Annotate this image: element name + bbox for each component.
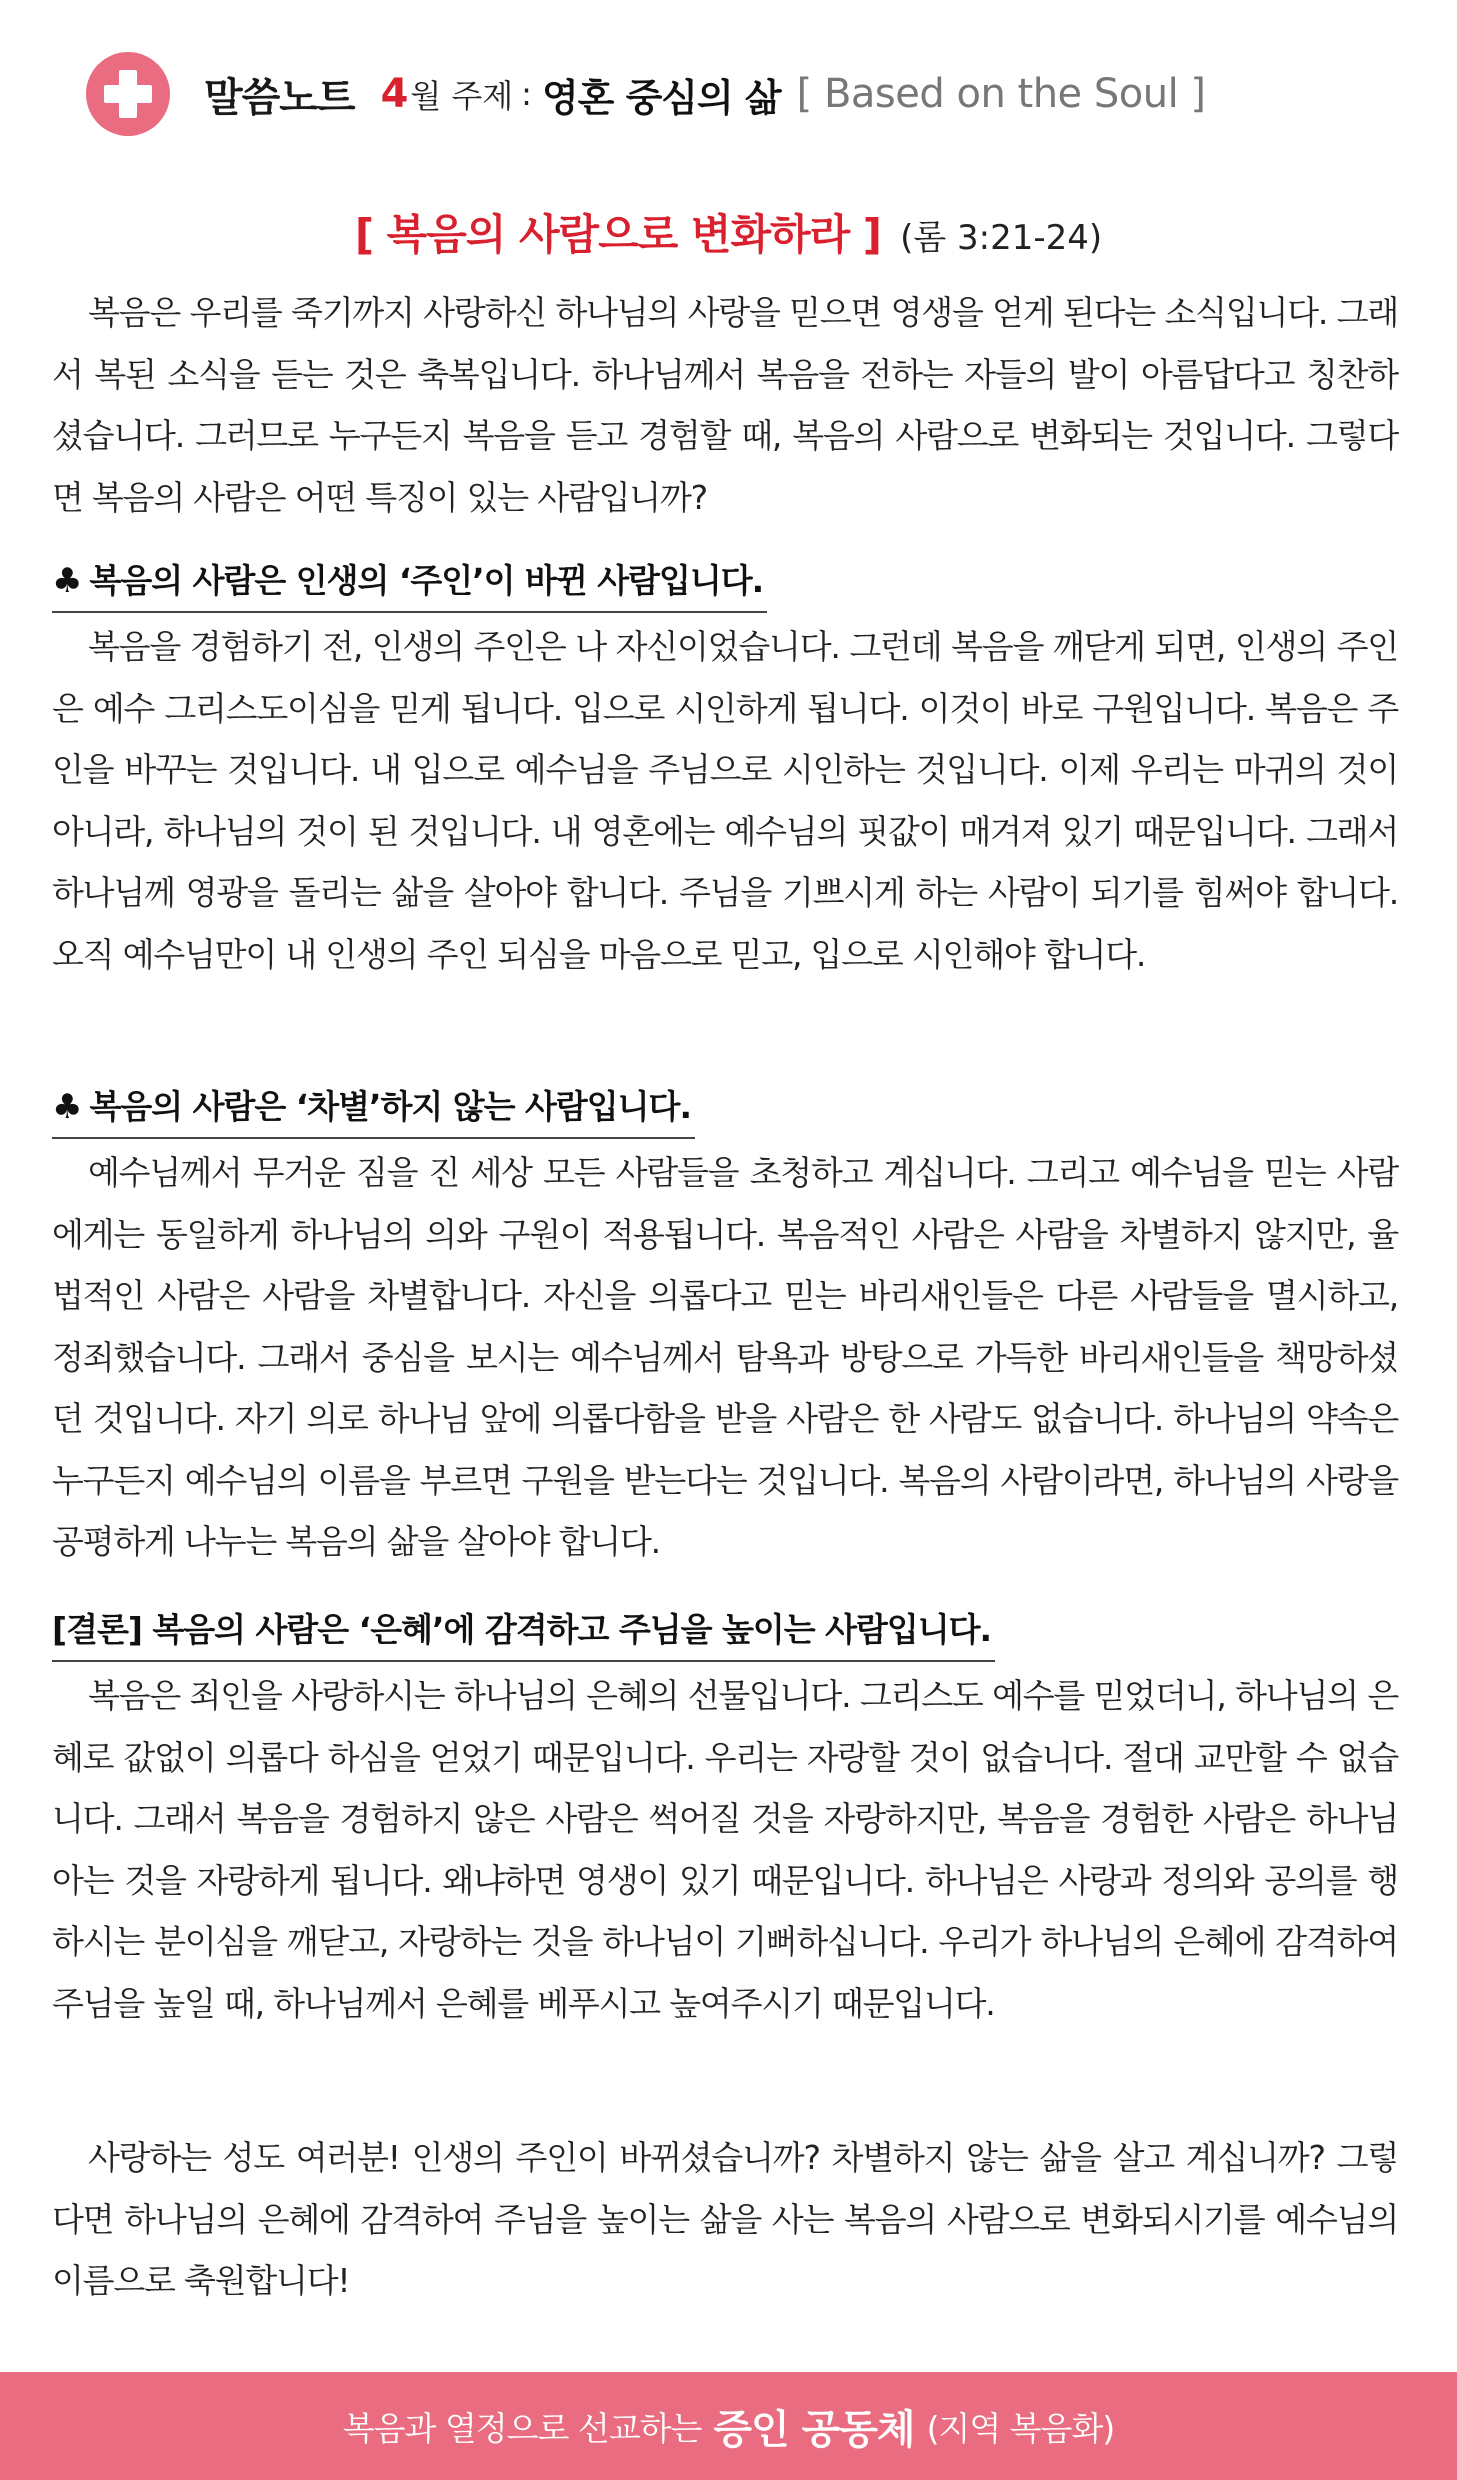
closing-paragraph: 사랑하는 성도 여러분! 인생의 주인이 바뀌셨습니까? 차별하지 않는 삶을 살고 계십니까? 그렇다면 하나님의 은혜에 감격하여 주님을 높이는 삶을 사는 복음의 사람으로 변화되시기를 예수님의 이름으로 축원합니다! xyxy=(52,2138,1398,2300)
theme-title: 영혼 중심의 삶 xyxy=(541,75,781,120)
footer-subtitle: (지역 복음화) xyxy=(926,2408,1115,2448)
section-body-discrimination: 예수님께서 무거운 짐을 진 세상 모든 사람들을 초청하고 계십니다. 그리고 예수님을 믿는 사람에게는 동일하게 하나님의 의와 구원이 적용됩니다. 복음적인 사람은 사람을 차별하지 않지만, 율법적인 사람은 사람을 차별합니다. 자신을 의롭다고 믿는 바리새인들은 다른 사람들을 멸시하고, 정죄했습니다. 그래서 중심을 보시는 예수님께서 탐욕과 방탕으로 가득한 바리새인들을 책망하셨던 것입니다. 자기 의로 하나님 앞에 의롭다함을 받을 사람은 한 사람도 없습니다. 하나님의 약속은 누구든지 예수님의 이름을 부르면 구원을 받는다는 것입니다. 복음의 사람이라면, 하나님의 사랑을 공평하게 나누는 복음의 삶을 살아야 합니다. xyxy=(52,1153,1398,1561)
section-heading-text: 복음의 사람은 인생의 ‘주인’이 바뀐 사람입니다. xyxy=(89,561,764,600)
month-label: 월 xyxy=(410,77,442,115)
medical-cross-icon xyxy=(86,52,170,136)
club-icon: ♣ xyxy=(52,561,82,601)
intro-paragraph: 복음은 우리를 죽기까지 사랑하신 하나님의 사랑을 믿으면 영생을 얻게 된다는 소식입니다. 그래서 복된 소식을 듣는 것은 축복입니다. 하나님께서 복음을 전하는 자들의 발이 아름답다고 칭찬하셨습니다. 그러므로 누구든지 복음을 듣고 경험할 때, 복음의 사람으로 변화되는 것입니다. 그렇다면 복음의 사람은 어떤 특징이 있는 사람입니까? xyxy=(52,293,1398,517)
section-heading-text: 복음의 사람은 ‘차별’하지 않는 사람입니다. xyxy=(89,1087,691,1126)
section-body-conclusion: 복음은 죄인을 사랑하시는 하나님의 은혜의 선물입니다. 그리스도 예수를 믿었더니, 하나님의 은혜로 값없이 의롭다 하심을 얻었기 때문입니다. 우리는 자랑할 것이 없습니다. 절대 교만할 수 없습니다. 그래서 복음을 경험하지 않은 사람은 썩어질 것을 자랑하지만, 복음을 경험한 사람은 하나님 아는 것을 자랑하게 됩니다. 왜냐하면 영생이 있기 때문입니다. 하나님은 사랑과 정의와 공의를 행하시는 분이심을 깨닫고, 자랑하는 것을 하나님이 기뻐하십니다. 우리가 하나님의 은혜에 감격하여 주님을 높일 때, 하나님께서 은혜를 베푸시고 높여주시기 때문입니다. xyxy=(52,1676,1398,2023)
section-heading-owner xyxy=(52,555,767,613)
section-heading-conclusion xyxy=(52,1604,995,1662)
brand-title: 말씀노트 xyxy=(204,74,355,121)
sermon-title: [ 복음의 사람으로 변화하라 ] xyxy=(354,210,881,259)
month-number: 4 xyxy=(380,71,409,117)
sermon-title-row xyxy=(0,202,1457,262)
club-icon: ♣ xyxy=(52,1087,82,1127)
section-heading-discrimination xyxy=(52,1081,695,1139)
footer-banner xyxy=(0,2372,1457,2480)
footer-slogan: 복음과 열정으로 선교하는 xyxy=(342,2408,702,2448)
footer-community-name: 증인 공동체 xyxy=(713,2406,915,2453)
theme-label: 주제 xyxy=(451,77,514,115)
section-heading-text: [결론] 복음의 사람은 ‘은혜’에 감격하고 주님을 높이는 사람입니다. xyxy=(52,1610,992,1649)
scripture-reference: (롬 3:21-24) xyxy=(900,218,1103,258)
section-body-owner: 복음을 경험하기 전, 인생의 주인은 나 자신이었습니다. 그런데 복음을 깨닫게 되면, 인생의 주인은 예수 그리스도이심을 믿게 됩니다. 입으로 시인하게 됩니다. 이것이 바로 구원입니다. 복음은 주인을 바꾸는 것입니다. 내 입으로 예수님을 주님으로 시인하는 것입니다. 이제 우리는 마귀의 것이 아니라, 하나님의 것이 된 것입니다. 내 영혼에는 예수님의 핏값이 매겨져 있기 때문입니다. 그래서 하나님께 영광을 돌리는 삶을 살아야 합니다. 주님을 기쁘시게 하는 사람이 되기를 힘써야 합니다. 오직 예수님만이 내 인생의 주인 되심을 마음으로 믿고, 입으로 시인해야 합니다. xyxy=(52,627,1398,974)
theme-colon: : xyxy=(521,75,532,113)
header xyxy=(86,48,1206,140)
theme-english: [ Based on the Soul ] xyxy=(796,71,1206,117)
